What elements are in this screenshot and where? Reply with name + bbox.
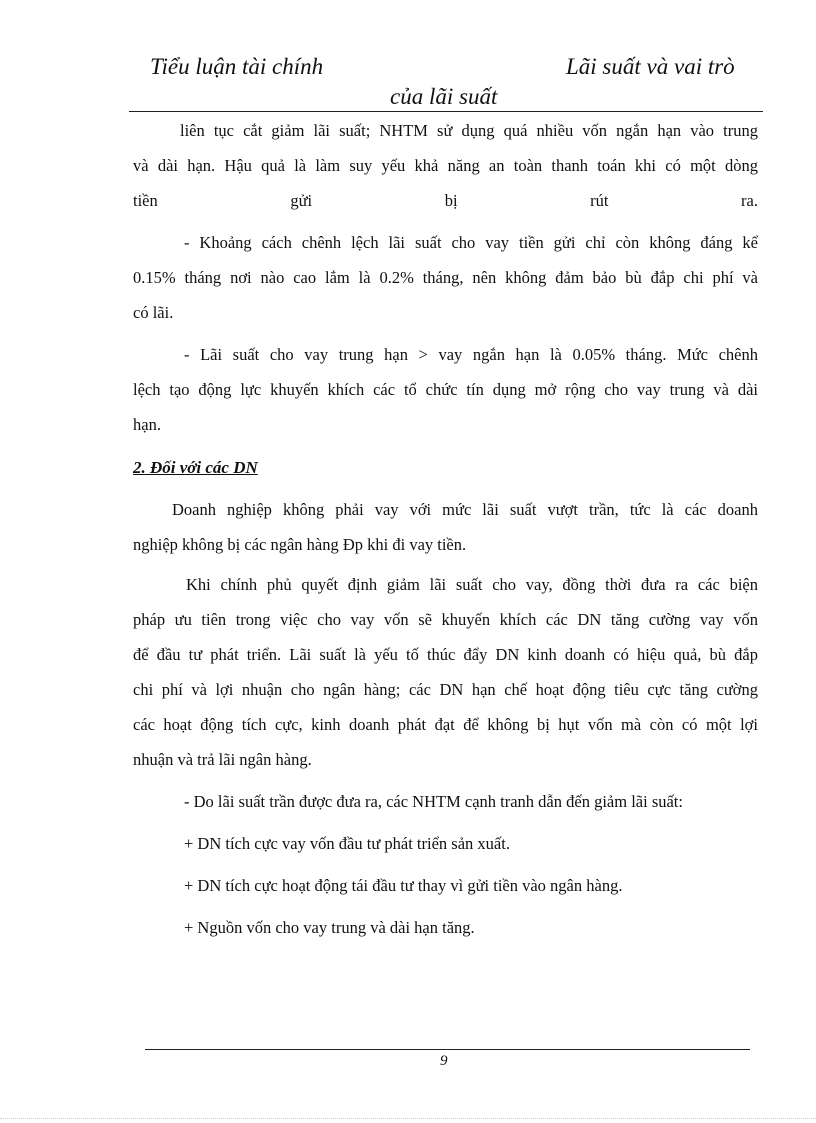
page-number: 9: [440, 1053, 448, 1069]
body-line: để đầu tư phát triển. Lãi suất là yếu tố thúc đẩy DN kinh doanh có hiệu quả, bù đắp: [133, 645, 758, 664]
bullet-item: + Nguồn vốn cho vay trung và dài hạn tăng.: [184, 918, 475, 937]
body-line: 0.15% tháng nơi nào cao lắm là 0.2% tháng, nên không đảm bảo bù đắp chi phí và: [133, 268, 758, 287]
body-line: - Do lãi suất trần được đưa ra, các NHTM cạnh tranh dẫn đến giảm lãi suất:: [184, 792, 683, 811]
body-line: Doanh nghiệp không phải vay với mức lãi suất vượt trần, tức là các doanh: [172, 500, 758, 519]
bullet-item: + DN tích cực hoạt động tái đầu tư thay vì gửi tiền vào ngân hàng.: [184, 876, 623, 895]
body-line: nhuận và trả lãi ngân hàng.: [133, 750, 312, 769]
body-line: có lãi.: [133, 303, 174, 322]
body-line: hạn.: [133, 415, 161, 434]
body-line: nghiệp không bị các ngân hàng Đp khi đi vay tiền.: [133, 535, 467, 554]
header-right-title: Lãi suất và vai trò: [566, 54, 735, 79]
body-line: - Lãi suất cho vay trung hạn > vay ngắn hạn là 0.05% tháng. Mức chênh: [184, 345, 758, 364]
body-line: pháp ưu tiên trong việc cho vay vốn sẽ khuyến khích các DN tăng cường vay vốn: [133, 610, 758, 629]
body-line: tiền gửi bị rút ra.: [133, 191, 758, 210]
body-line: và dài hạn. Hậu quả là làm suy yếu khả năng an toàn thanh toán khi có một dòng: [133, 156, 758, 175]
section-title: 2. Đối với các DN: [133, 458, 258, 477]
header-right-title-continuation: của lãi suất: [390, 84, 498, 109]
body-line: chi phí và lợi nhuận cho ngân hàng; các DN hạn chế hoạt động tiêu cực tăng cường: [133, 680, 758, 699]
body-line: lệch tạo động lực khuyến khích các tổ chức tín dụng mở rộng cho vay trung và dài: [133, 380, 758, 399]
body-line: Khi chính phủ quyết định giảm lãi suất cho vay, đồng thời đưa ra các biện: [186, 575, 758, 594]
footer-rule: [145, 1049, 750, 1050]
body-line: các hoạt động tích cực, kinh doanh phát đạt để không bị hụt vốn mà còn có một lợi: [133, 715, 758, 734]
body-line: liên tục cắt giảm lãi suất; NHTM sử dụng quá nhiều vốn ngắn hạn vào trung: [180, 121, 758, 140]
body-line: - Khoảng cách chênh lệch lãi suất cho vay tiền gửi chỉ còn không đáng kể: [184, 233, 758, 252]
bullet-item: + DN tích cực vay vốn đầu tư phát triển sản xuất.: [184, 834, 510, 853]
header-left-title: Tiểu luận tài chính: [150, 54, 324, 79]
header-rule: [129, 111, 763, 112]
page-edge-dotted-line: [0, 1118, 816, 1119]
